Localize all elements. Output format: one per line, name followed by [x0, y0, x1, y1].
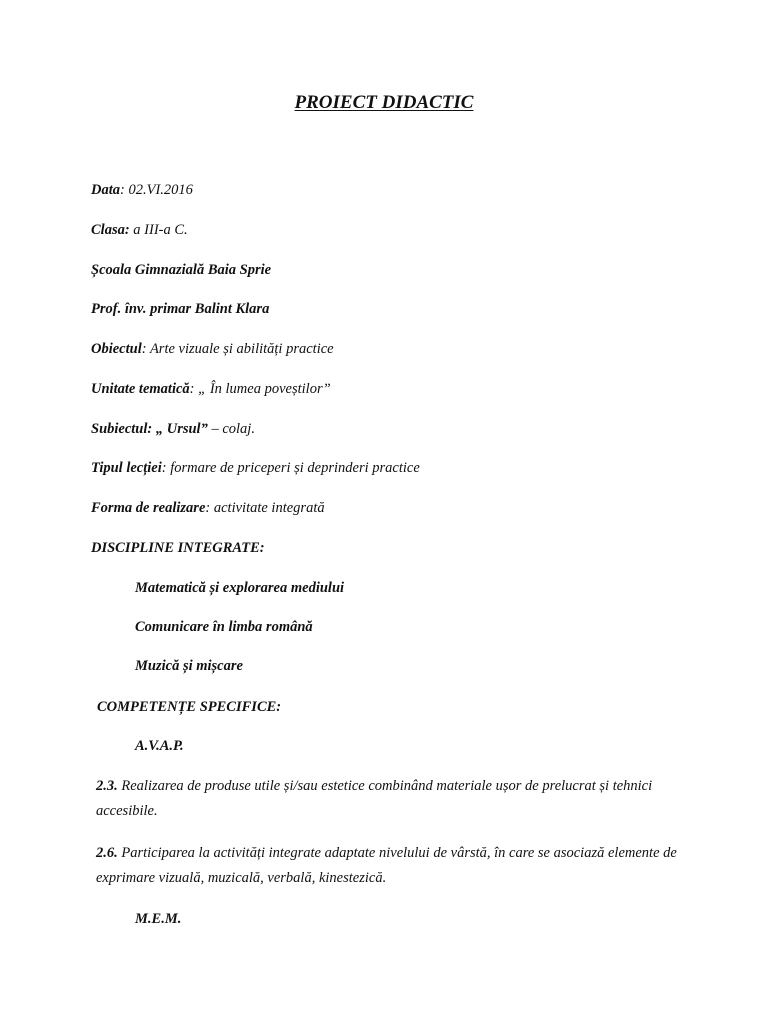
competence-item	[96, 774, 696, 824]
field-label: Forma de realizare	[91, 500, 206, 516]
competence-text: Participarea la activități integrate adaptate nivelului de vârstă, în care se asociază elemente de exprimare vizuală, muzicală, verbală, kinestezică.	[96, 845, 677, 886]
field-label: Subiectul:	[91, 421, 153, 437]
field-value: activitate integrată	[213, 500, 325, 516]
field-tipul	[91, 459, 420, 477]
field-data	[91, 181, 193, 199]
school-name: Școala Gimnazială Baia Sprie	[91, 262, 272, 278]
competence-text: Realizarea de produse utile și/sau estetice combinând materiale ușor de prelucrat și tehnici accesibile.	[96, 778, 653, 819]
competence-number: 2.6.	[96, 845, 118, 861]
competence-number: 2.3.	[96, 778, 118, 794]
field-obiectul	[91, 340, 334, 358]
field-separator: :	[161, 460, 171, 476]
field-value: – colaj.	[207, 421, 255, 437]
discipline-heading: DISCIPLINE INTEGRATE:	[91, 540, 265, 556]
field-forma	[91, 499, 325, 517]
field-value: a III-a C.	[133, 222, 188, 238]
field-subiectul	[91, 420, 255, 438]
field-label: Unitate tematică	[91, 381, 190, 397]
field-label: Clasa:	[91, 222, 130, 238]
field-value: „ În lumea poveștilor”	[198, 381, 331, 397]
field-title: „ Ursul”	[155, 421, 208, 437]
discipline-item: Matematică și explorarea mediului	[135, 580, 345, 596]
field-label: Data	[91, 182, 120, 198]
field-separator: :	[189, 381, 199, 397]
field-value: formare de priceperi și deprinderi practice	[170, 460, 420, 476]
field-value: 02.VI.2016	[128, 182, 193, 198]
field-unitate	[91, 380, 331, 398]
competence-item	[96, 841, 696, 891]
field-separator: :	[120, 182, 129, 198]
field-label: Obiectul	[91, 341, 142, 357]
avap-heading: A.V.A.P.	[135, 738, 184, 754]
teacher-name: Prof. înv. primar Balint Klara	[91, 301, 270, 317]
document-title: PROIECT DIDACTIC	[294, 92, 474, 113]
competente-heading: COMPETENȚE SPECIFICE:	[97, 699, 282, 715]
field-separator: :	[205, 500, 214, 516]
discipline-item: Comunicare în limba română	[135, 619, 313, 635]
mem-heading: M.E.M.	[135, 911, 182, 927]
field-label: Tipul lecției	[91, 460, 162, 476]
discipline-item: Muzică și mișcare	[135, 658, 243, 674]
field-clasa	[91, 221, 188, 239]
field-separator: :	[141, 341, 150, 357]
field-value: Arte vizuale și abilități practice	[149, 341, 334, 357]
